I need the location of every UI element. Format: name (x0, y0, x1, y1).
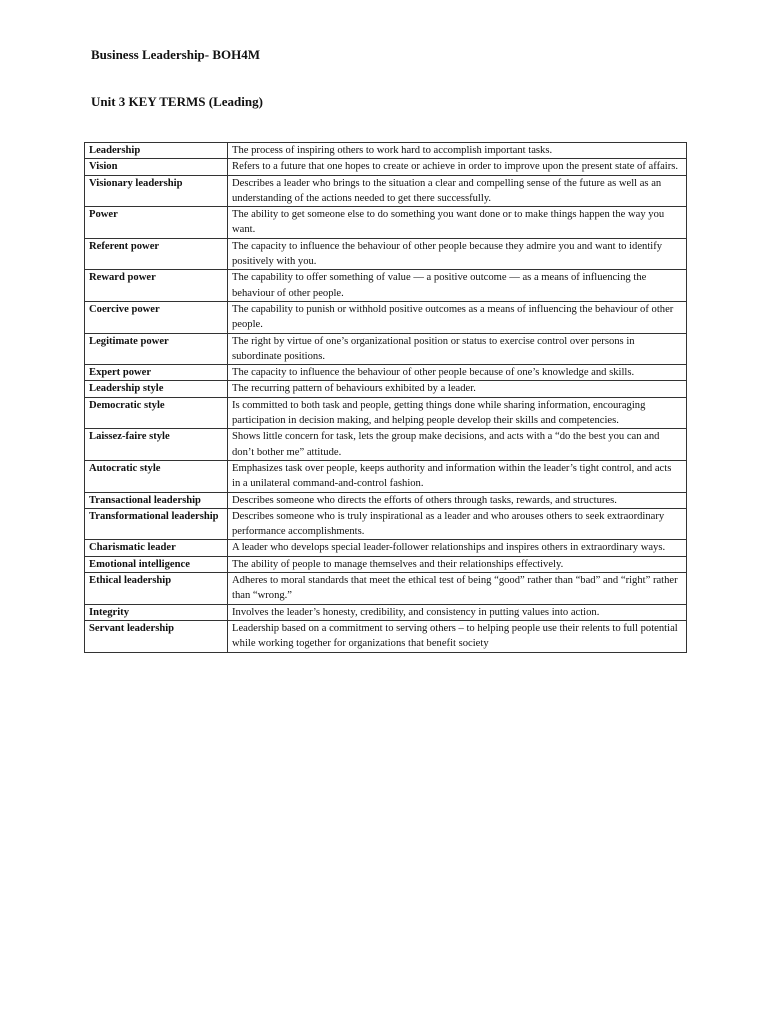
key-terms-table (84, 142, 687, 653)
term-name: Autocratic style (85, 460, 228, 492)
term-name: Leadership style (85, 381, 228, 397)
document-subheader: Unit 3 KEY TERMS (Leading) (91, 94, 263, 109)
term-definition: The ability to get someone else to do something you want done or to make things happen the way you want. (228, 207, 687, 239)
term-name: Power (85, 207, 228, 239)
term-definition: Refers to a future that one hopes to create or achieve in order to improve upon the present state of affairs. (228, 159, 687, 175)
term-row (85, 207, 687, 239)
term-definition: Describes a leader who brings to the situation a clear and compelling sense of the future as well as an understanding of the actions needed to get there successfully. (228, 175, 687, 207)
term-definition: The capacity to influence the behaviour of other people because of one’s knowledge and skills. (228, 365, 687, 381)
term-row (85, 604, 687, 620)
term-row (85, 301, 687, 333)
term-row (85, 365, 687, 381)
term-row (85, 175, 687, 207)
term-definition: The capability to offer something of value — a positive outcome — as a means of influencing the behaviour of other people. (228, 270, 687, 302)
term-row (85, 397, 687, 429)
term-row (85, 381, 687, 397)
term-row (85, 143, 687, 159)
term-name: Leadership (85, 143, 228, 159)
term-definition: Is committed to both task and people, getting things done while sharing information, encouraging participation in decision making, and helping people develop their skills and competencies. (228, 397, 687, 429)
term-name: Reward power (85, 270, 228, 302)
term-row (85, 508, 687, 540)
term-name: Visionary leadership (85, 175, 228, 207)
term-definition: The right by virtue of one’s organizational position or status to exercise control over persons in subordinate positions. (228, 333, 687, 365)
term-name: Transformational leadership (85, 508, 228, 540)
term-name: Transactional leadership (85, 492, 228, 508)
term-name: Laissez-faire style (85, 429, 228, 461)
term-name: Integrity (85, 604, 228, 620)
term-definition: The recurring pattern of behaviours exhibited by a leader. (228, 381, 687, 397)
term-name: Coercive power (85, 301, 228, 333)
term-name: Vision (85, 159, 228, 175)
term-row (85, 238, 687, 270)
term-name: Democratic style (85, 397, 228, 429)
term-row (85, 540, 687, 556)
term-name: Servant leadership (85, 620, 228, 652)
term-name: Ethical leadership (85, 573, 228, 605)
term-row (85, 573, 687, 605)
term-name: Emotional intelligence (85, 556, 228, 572)
term-row (85, 429, 687, 461)
term-row (85, 333, 687, 365)
term-definition: The process of inspiring others to work hard to accomplish important tasks. (228, 143, 687, 159)
term-row (85, 270, 687, 302)
term-definition: Shows little concern for task, lets the group make decisions, and acts with a “do the best you can and don’t bother me” attitude. (228, 429, 687, 461)
term-row (85, 620, 687, 652)
term-definition: Describes someone who directs the efforts of others through tasks, rewards, and structures. (228, 492, 687, 508)
term-row (85, 492, 687, 508)
term-row (85, 556, 687, 572)
term-definition: Involves the leader’s honesty, credibility, and consistency in putting values into action. (228, 604, 687, 620)
term-definition: The capability to punish or withhold positive outcomes as a means of influencing the behaviour of other people. (228, 301, 687, 333)
term-definition: A leader who develops special leader-follower relationships and inspires others in extraordinary ways. (228, 540, 687, 556)
term-definition: Adheres to moral standards that meet the ethical test of being “good” rather than “bad” and “right” rather than “wrong.” (228, 573, 687, 605)
term-definition: Emphasizes task over people, keeps authority and information within the leader’s tight control, and acts in a unilateral command-and-control fashion. (228, 460, 687, 492)
term-row (85, 460, 687, 492)
document-header: Business Leadership- BOH4M (91, 47, 261, 62)
term-name: Charismatic leader (85, 540, 228, 556)
term-definition: Leadership based on a commitment to serving others – to helping people use their relents to full potential while working together for organizations that benefit society (228, 620, 687, 652)
term-definition: The ability of people to manage themselves and their relationships effectively. (228, 556, 687, 572)
term-name: Expert power (85, 365, 228, 381)
term-definition: Describes someone who is truly inspirational as a leader and who arouses others to seek extraordinary performance accomplishments. (228, 508, 687, 540)
term-name: Referent power (85, 238, 228, 270)
term-definition: The capacity to influence the behaviour of other people because they admire you and want to identify positively with you. (228, 238, 687, 270)
term-name: Legitimate power (85, 333, 228, 365)
term-row (85, 159, 687, 175)
